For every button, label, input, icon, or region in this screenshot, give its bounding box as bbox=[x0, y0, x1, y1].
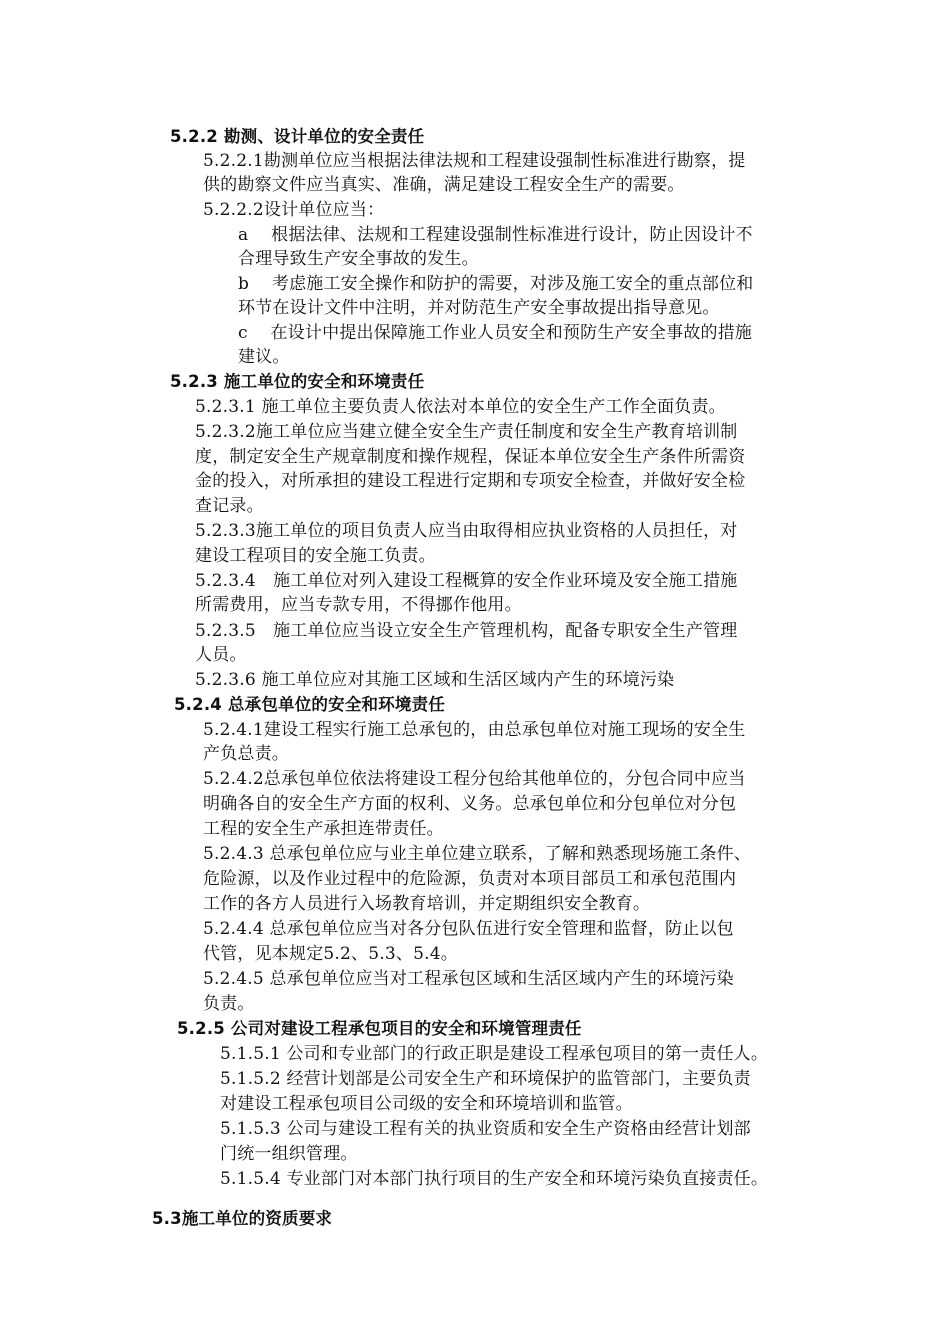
paragraph-line: 查记录。 bbox=[195, 496, 264, 516]
paragraph-line: 5.2.4.3 总承包单位应与业主单位建立联系，了解和熟悉现场施工条件、 bbox=[203, 844, 752, 864]
paragraph-line: 负责。 bbox=[203, 994, 255, 1014]
paragraph-line: 门统一组织管理。 bbox=[220, 1144, 358, 1164]
paragraph-line: 5.1.5.2 经营计划部是公司安全生产和环境保护的监管部门，主要负责 bbox=[220, 1069, 751, 1089]
section-heading-5-2-3: 5.2.3 施工单位的安全和环境责任 bbox=[170, 372, 425, 391]
paragraph-line: 5.1.5.4 专业部门对本部门执行项目的生产安全和环境污染负直接责任。 bbox=[220, 1169, 769, 1189]
paragraph-line: 度，制定安全生产规章制度和操作规程，保证本单位安全生产条件所需资 bbox=[195, 447, 746, 467]
paragraph-line: 所需费用，应当专款专用，不得挪作他用。 bbox=[195, 595, 522, 615]
paragraph-line: 产负总责。 bbox=[203, 744, 289, 764]
paragraph-line: 5.2.4.4 总承包单位应当对各分包队伍进行安全管理和监督，防止以包 bbox=[203, 919, 734, 939]
paragraph-line: 5.2.3.4 施工单位对列入建设工程概算的安全作业环境及安全施工措施 bbox=[195, 571, 738, 591]
list-item-a-cont: 合理导致生产安全事故的发生。 bbox=[238, 249, 479, 269]
paragraph-line: 供的勘察文件应当真实、准确，满足建设工程安全生产的需要。 bbox=[203, 175, 685, 195]
paragraph-line: 5.2.2.1勘测单位应当根据法律法规和工程建设强制性标准进行勘察，提 bbox=[203, 151, 746, 171]
paragraph-line: 明确各自的安全生产方面的权利、义务。总承包单位和分包单位对分包 bbox=[203, 794, 737, 814]
paragraph-line: 工作的各方人员进行入场教育培训，并定期组织安全教育。 bbox=[203, 894, 651, 914]
list-item-a: a 根据法律、法规和工程建设强制性标准进行设计，防止因设计不 bbox=[238, 225, 753, 245]
section-heading-5-2-2: 5.2.2 勘测、设计单位的安全责任 bbox=[170, 127, 425, 146]
list-item-b-cont: 环节在设计文件中注明，并对防范生产安全事故提出指导意见。 bbox=[238, 298, 720, 318]
paragraph-line: 代管，见本规定5.2、5.3、5.4。 bbox=[203, 944, 458, 964]
paragraph-line: 人员。 bbox=[195, 645, 247, 665]
paragraph-line: 5.2.2.2设计单位应当： bbox=[203, 200, 385, 220]
paragraph-line: 5.2.4.5 总承包单位应当对工程承包区域和生活区域内产生的环境污染 bbox=[203, 969, 734, 989]
list-item-b: b 考虑施工安全操作和防护的需要，对涉及施工安全的重点部位和 bbox=[238, 274, 754, 294]
paragraph-line: 对建设工程承包项目公司级的安全和环境培训和监管。 bbox=[220, 1094, 633, 1114]
paragraph-line: 5.1.5.1 公司和专业部门的行政正职是建设工程承包项目的第一责任人。 bbox=[220, 1044, 769, 1064]
section-heading-5-2-5: 5.2.5 公司对建设工程承包项目的安全和环境管理责任 bbox=[177, 1019, 582, 1038]
list-item-c: c 在设计中提出保障施工作业人员安全和预防生产安全事故的措施 bbox=[238, 323, 753, 343]
paragraph-line: 5.1.5.3 公司与建设工程有关的执业资质和安全生产资格由经营计划部 bbox=[220, 1119, 751, 1139]
paragraph-line: 5.2.3.3施工单位的项目负责人应当由取得相应执业资格的人员担任，对 bbox=[195, 521, 738, 541]
paragraph-line: 5.2.4.1建设工程实行施工总承包的，由总承包单位对施工现场的安全生 bbox=[203, 720, 746, 740]
paragraph-line: 5.2.3.6 施工单位应对其施工区域和生活区域内产生的环境污染 bbox=[195, 670, 675, 690]
section-heading-5-2-4: 5.2.4 总承包单位的安全和环境责任 bbox=[174, 695, 446, 714]
paragraph-line: 5.2.3.2施工单位应当建立健全安全生产责任制度和安全生产教育培训制 bbox=[195, 422, 738, 442]
paragraph-line: 建设工程项目的安全施工负责。 bbox=[195, 546, 436, 566]
paragraph-line: 5.2.3.5 施工单位应当设立安全生产管理机构，配备专职安全生产管理 bbox=[195, 621, 738, 641]
paragraph-line: 5.2.3.1 施工单位主要负责人依法对本单位的安全生产工作全面负责。 bbox=[195, 397, 726, 417]
list-item-c-cont: 建议。 bbox=[238, 347, 290, 367]
paragraph-line: 危险源，以及作业过程中的危险源，负责对本项目部员工和承包范围内 bbox=[203, 869, 737, 889]
paragraph-line: 工程的安全生产承担连带责任。 bbox=[203, 819, 444, 839]
section-heading-5-3: 5.3施工单位的资质要求 bbox=[152, 1209, 333, 1228]
paragraph-line: 金的投入，对所承担的建设工程进行定期和专项安全检查，并做好安全检 bbox=[195, 471, 746, 491]
paragraph-line: 5.2.4.2总承包单位依法将建设工程分包给其他单位的，分包合同中应当 bbox=[203, 769, 746, 789]
